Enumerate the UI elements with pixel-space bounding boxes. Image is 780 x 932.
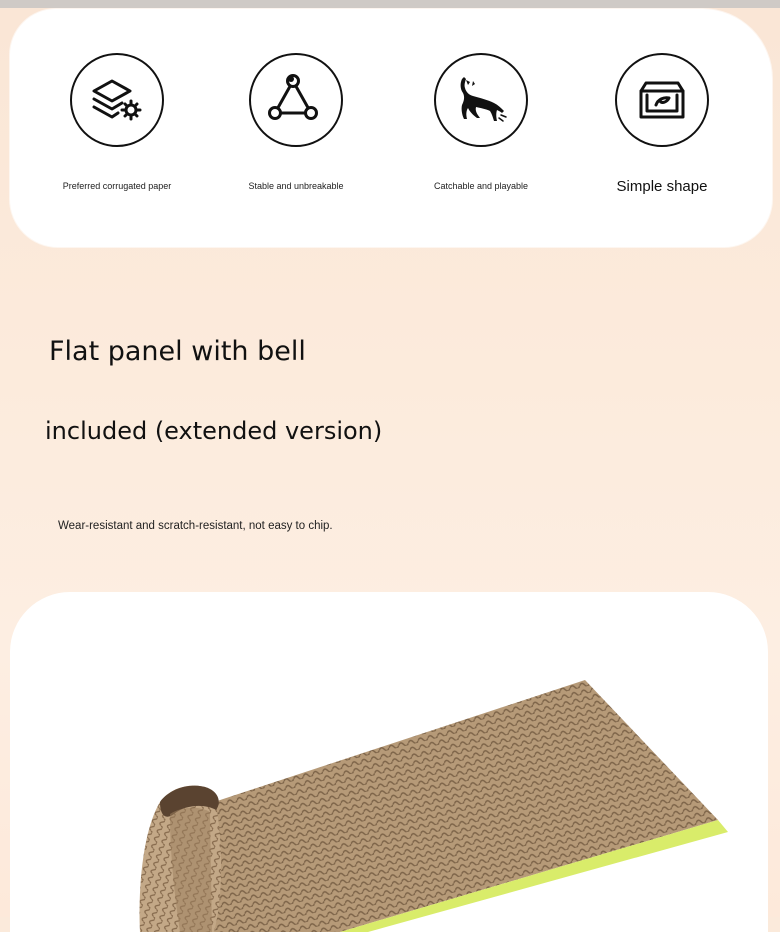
heading-line-1: Flat panel with bell [49, 336, 306, 367]
stretching-cat-icon [434, 53, 528, 147]
cardboard-scratcher-image [10, 592, 768, 932]
tray-box-icon [615, 53, 709, 147]
top-strip [0, 0, 780, 8]
feature-label: Simple shape [616, 178, 708, 195]
feature-label: Preferred corrugated paper [62, 181, 172, 191]
feature-label: Stable and unbreakable [248, 181, 344, 191]
feature-stable [216, 53, 376, 213]
feature-corrugated-paper [37, 53, 197, 213]
feature-catchable [401, 53, 561, 213]
layers-gear-icon [70, 53, 164, 147]
feature-label: Catchable and playable [433, 181, 529, 191]
feature-simple-shape [582, 53, 742, 213]
subtitle: Wear-resistant and scratch-resistant, not easy to chip. [58, 520, 333, 532]
heading-line-2: included (extended version) [45, 417, 383, 445]
triangle-icon [249, 53, 343, 147]
features-card [10, 9, 772, 247]
product-photo-card [10, 592, 768, 932]
